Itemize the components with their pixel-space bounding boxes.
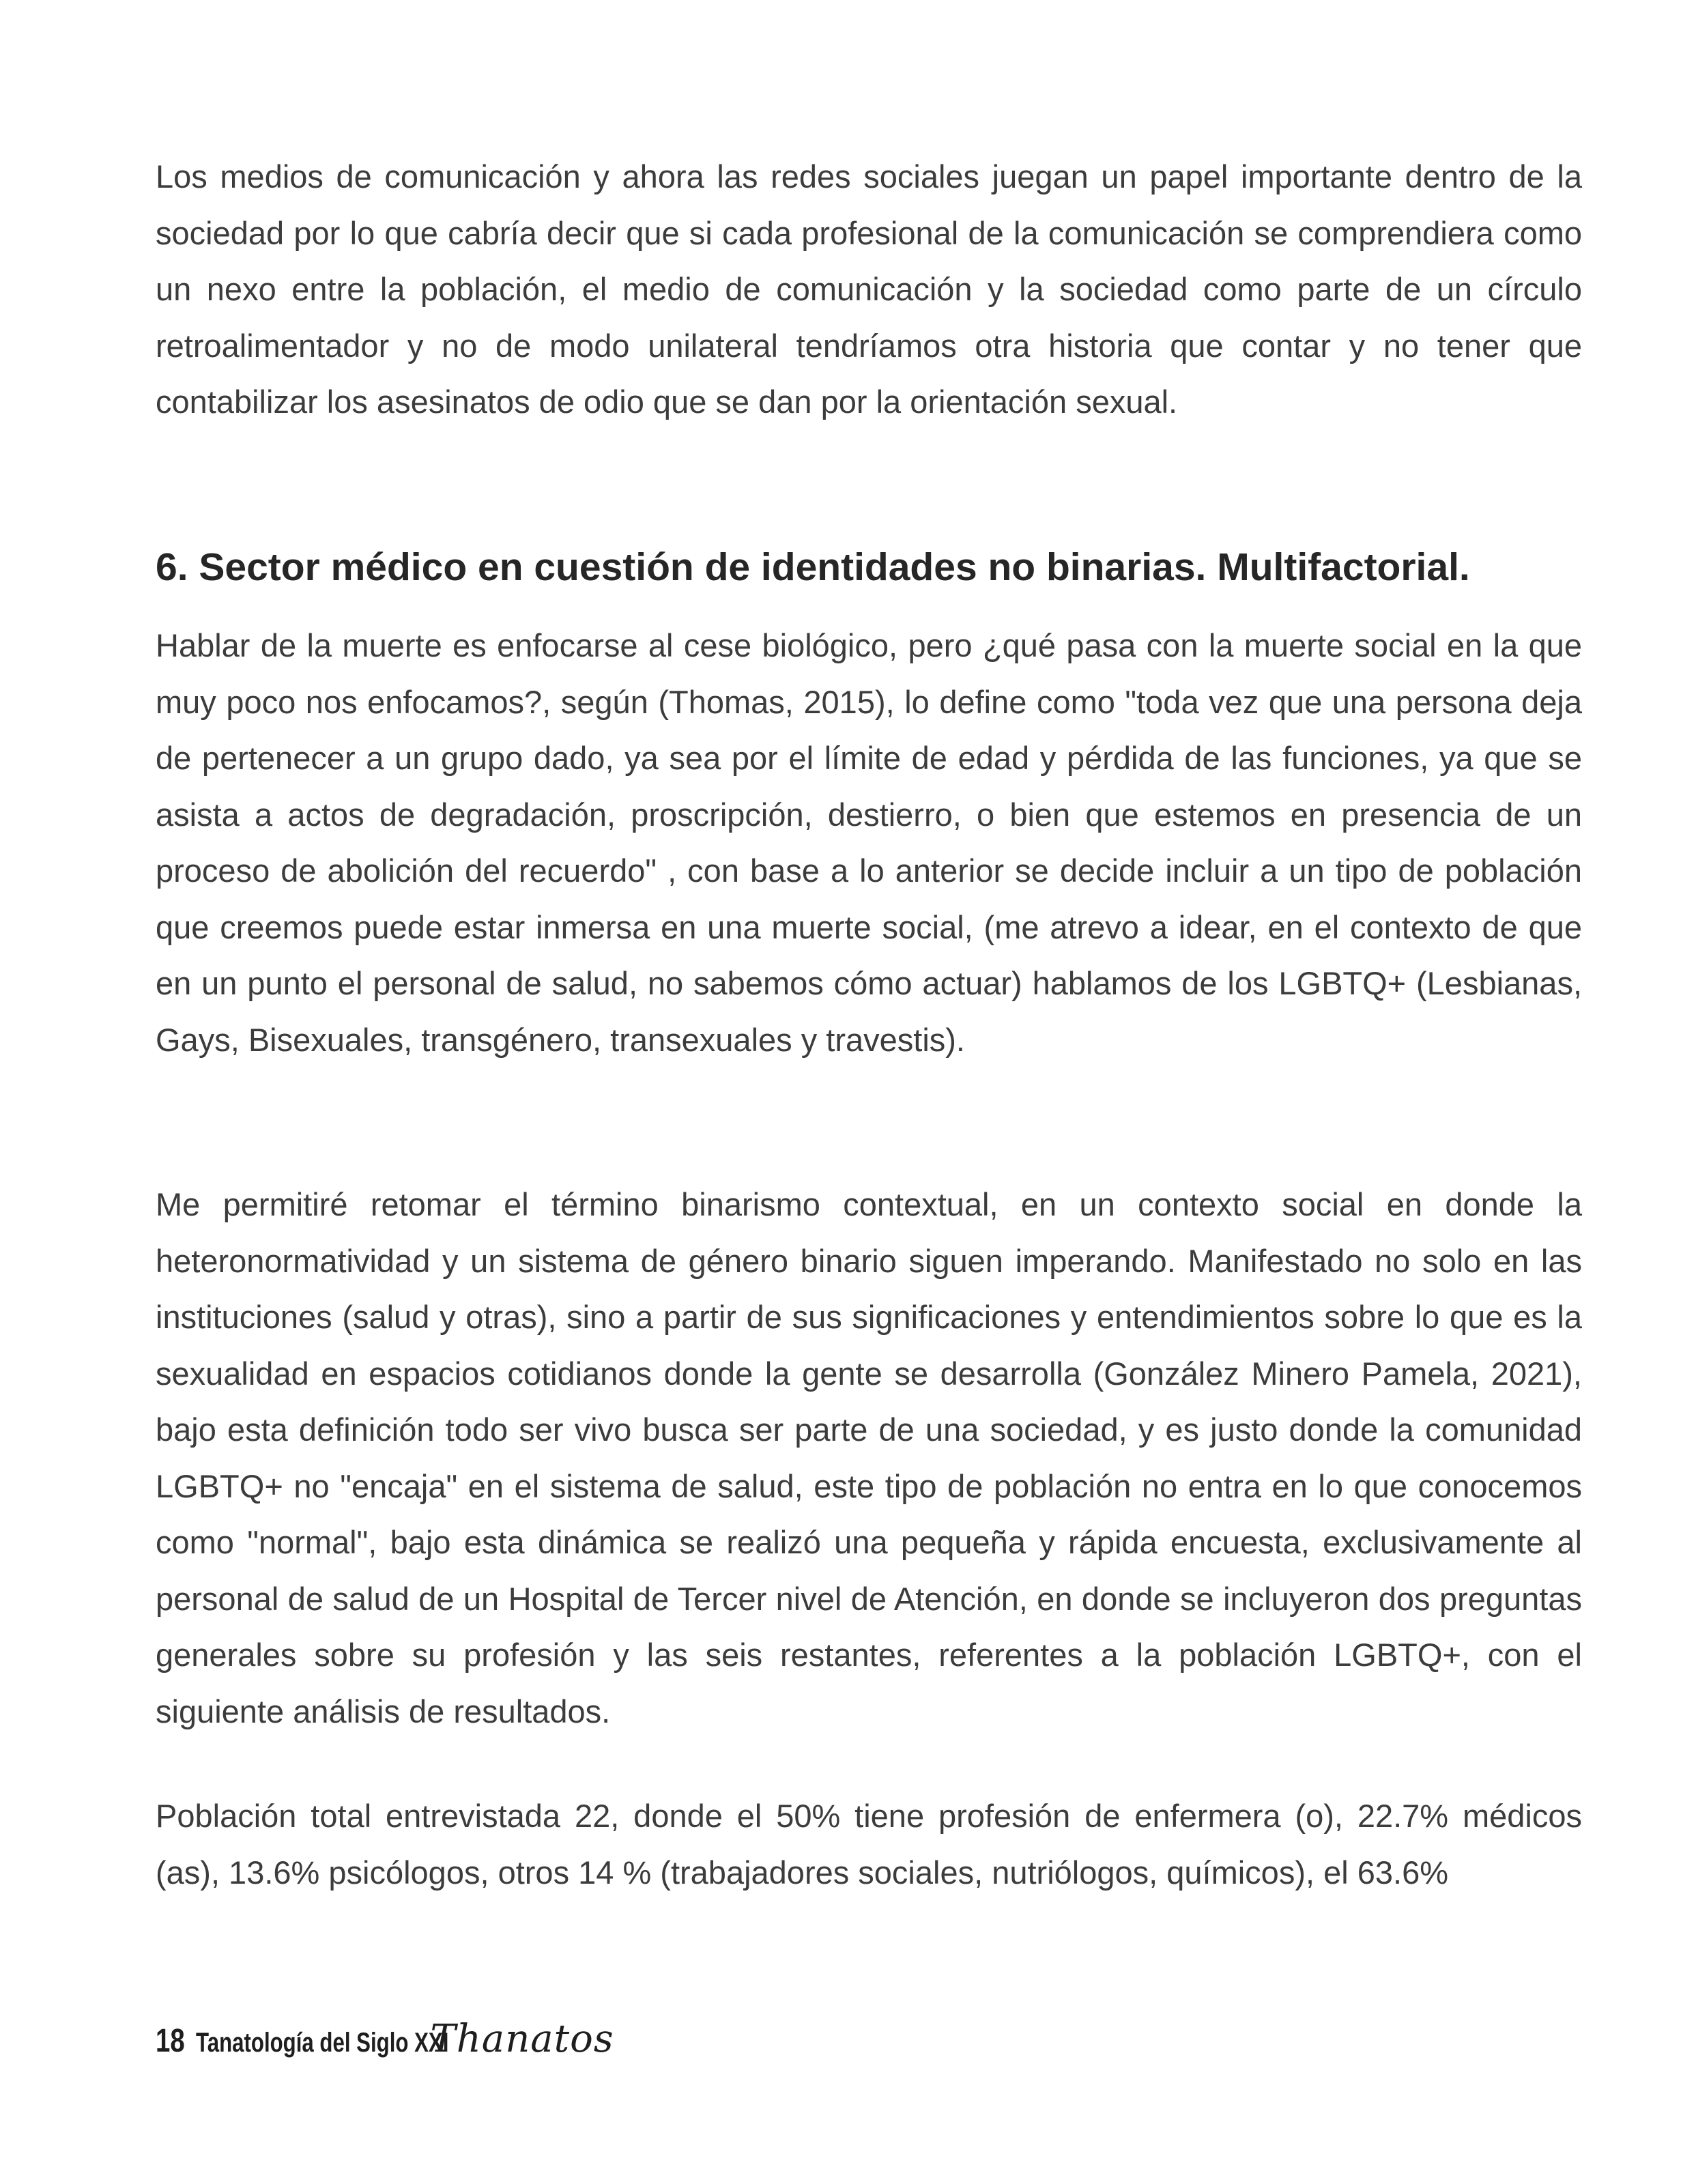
- paragraph-social-death: [156, 618, 1582, 1068]
- page-number: 18: [156, 2023, 185, 2059]
- section-title: 6. Sector médico en cuestión de identidades no binarias. Multifactorial.: [156, 545, 1470, 589]
- paragraph-media-communication: [156, 149, 1582, 431]
- paragraph-binarism: [156, 1177, 1582, 1740]
- paragraph-text: Me permitiré retomar el término binarismo contextual, en un contexto social en donde la heteronormatividad y un sistema de género binario siguen imperando. Manifestado no solo en las instituciones (salud y otras), sino a partir de sus significaciones y entendimientos sobre lo que es la sexualidad en espacios cotidianos donde la gente se desarrolla (González Minero Pamela, 2021), bajo esta definición todo ser vivo busca ser parte de una sociedad, y es justo donde la comunidad LGBTQ+ no "encaja" en el sistema de salud, este tipo de población no entra en lo que conocemos como "normal", bajo esta dinámica se realizó una pequeña y rápida encuesta, exclusivamente al personal de salud de un Hospital de Tercer nivel de Atención, en donde se incluyeron dos preguntas generales sobre su profesión y las seis restantes, referentes a la población LGBTQ+, con el siguiente análisis de resultados.: [156, 1186, 1582, 1729]
- paragraph-text: Hablar de la muerte es enfocarse al cese biológico, pero ¿qué pasa con la muerte social en la que muy poco nos enfocamos?, según (Thomas, 2015), lo define como "toda vez que una persona deja de pertenecer a un grupo dado, ya sea por el límite de edad y pérdida de las funciones, ya que se asista a actos de degradación, proscripción, destierro, o bien que estemos en presencia de un proceso de abolición del recuerdo" , con base a lo anterior se decide incluir a un tipo de población que creemos puede estar inmersa en una muerte social, (me atrevo a idear, en el contexto de que en un punto el personal de salud, no sabemos cómo actuar) hablamos de los LGBTQ+ (Lesbianas, Gays, Bisexuales, transgénero, transexuales y travestis).: [156, 627, 1582, 1058]
- section-heading: [156, 539, 1582, 595]
- journal-name: Tanatología del Siglo XXI: [196, 2028, 449, 2058]
- paragraph-text: Población total entrevistada 22, donde el 50% tiene profesión de enfermera (o), 22.7% médicos (as), 13.6% psicólogos, otros 14 % (trabajadores sociales, nutriólogos, químicos), el 63.6%: [156, 1798, 1582, 1891]
- journal-logo: Thanatos: [430, 2017, 614, 2061]
- page-footer: [156, 2017, 614, 2071]
- paragraph-population: [156, 1788, 1582, 1901]
- paragraph-text: Los medios de comunicación y ahora las redes sociales juegan un papel importante dentro de la sociedad por lo que cabría decir que si cada profesional de la comunicación se comprendiera como un nexo entre la población, el medio de comunicación y la sociedad como parte de un círculo retroalimentador y no de modo unilateral tendríamos otra historia que contar y no tener que contabilizar los asesinatos de odio que se dan por la orientación sexual.: [156, 158, 1582, 420]
